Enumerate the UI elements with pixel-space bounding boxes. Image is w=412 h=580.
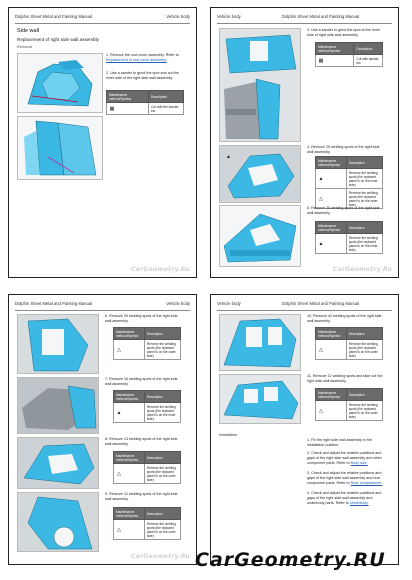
figure-full-side-wall (219, 374, 301, 424)
manual-page-2 (210, 7, 399, 278)
step-1 (106, 53, 184, 63)
svg-text:▲: ▲ (226, 154, 231, 160)
figure-side-sill (219, 205, 301, 267)
weld-outer-icon: △ (117, 346, 121, 353)
step-9-text: 9. Remove 12 welding spots of the right side wall assembly. (105, 492, 178, 501)
install-step-3 (307, 471, 385, 486)
header-title: Dolphin Sheet Metal and Painting Manual (15, 14, 93, 19)
figure-door-opening (17, 314, 99, 374)
watermark: CarGeometry.Ru (130, 266, 190, 273)
figure-rear-quarter (17, 437, 99, 489)
header-title: Dolphin Sheet Metal and Painting Manual (282, 301, 360, 306)
step-2-text: 2. Use a sander to grind the spot and cut the inner side of the right side wall assembly. (106, 71, 179, 80)
step-2 (106, 71, 184, 81)
symbol-legend-mid (315, 156, 383, 209)
manual-page-1 (8, 7, 197, 278)
header-section: Vehicle body (166, 301, 190, 306)
page-header (15, 300, 190, 311)
weld-outer-icon: △ (319, 346, 323, 353)
install-step-2-text: 2. Check and adjust the relative positions and gaps of the right side wall assembly and other component parts. Refer to (307, 451, 382, 465)
step-8-text: 8. Remove 13 welding spots of the right side wall assembly. (105, 437, 178, 446)
legend-header-desc: Description (346, 222, 382, 234)
symbol-legend-2 (315, 388, 383, 421)
figure-interior-floor (17, 377, 99, 434)
legend-desc: Remove the welding spots (the replaced panel is on the outer side) (346, 340, 382, 360)
symbol-legend-2 (113, 390, 181, 423)
step-11-text: 11. Remove 12 welding spots and take out the right side wall assembly. (307, 374, 383, 383)
link-rear-compartment[interactable]: Rear compartment. (350, 481, 383, 485)
install-step-1-text: 1. Fix the right side wall assembly in the installation position. (307, 438, 373, 447)
weld-outer-icon: △ (117, 470, 121, 477)
header-section: Vehicle body (166, 14, 190, 19)
step-3-text: 3. Use a sander to grind the spot at the inner side of right side wall assembly. (307, 28, 380, 37)
symbol-legend-4 (113, 507, 181, 540)
step-5 (307, 206, 385, 216)
legend-header-desc: Description (144, 391, 180, 403)
header-section: Vehicle body (217, 301, 241, 306)
step-4-text: 4. Remove 20 welding spots of the right side wall assembly. (307, 145, 380, 154)
symbol-legend-1 (113, 327, 181, 360)
legend-header-desc: Description (144, 508, 180, 520)
step-10-text: 10. Remove 42 welding spots of the right side wall assembly. (307, 314, 382, 323)
watermark: CarGeometry.Ru (332, 266, 392, 273)
step-7 (105, 377, 183, 387)
weld-inner-icon: ▲ (116, 409, 122, 416)
brand-logo: CarGeometry.RU (195, 549, 386, 571)
legend-header-method: Maintenance method/Symbol (316, 157, 347, 169)
figure-side-frame (219, 314, 301, 371)
removal-label: Removal (17, 45, 32, 49)
legend-header-method: Maintenance method/Symbol (114, 508, 145, 520)
weld-inner-icon: ▲ (318, 175, 324, 182)
legend-desc: Remove the welding spots (the replaced panel is on the outer side) (144, 340, 180, 360)
figure-wheel-arch (17, 492, 99, 552)
legend-header-method: Maintenance method/Symbol (316, 222, 347, 234)
legend-header-desc: Description (148, 91, 183, 103)
section-heading: Side wall (17, 28, 40, 34)
step-8 (105, 437, 183, 447)
symbol-legend-top (315, 42, 383, 67)
install-step-4 (307, 491, 385, 506)
manual-page-4 (210, 294, 399, 565)
legend-header-method: Maintenance method/Symbol (316, 328, 347, 340)
figure-side-pillar (17, 116, 103, 180)
symbol-legend-bottom (315, 221, 383, 254)
legend-header-method: Maintenance method/Symbol (316, 43, 354, 55)
step-6 (105, 314, 183, 324)
step-7-text: 7. Remove 16 welding spots of the right side wall assembly. (105, 377, 178, 386)
symbol-legend-3 (113, 451, 181, 484)
cut-symbol-icon: ▦ (318, 57, 324, 64)
manual-page-3 (8, 294, 197, 565)
legend-header-method: Maintenance method/Symbol (316, 389, 347, 401)
legend-desc: Cut with the sander, etc. (148, 103, 183, 115)
installation-label: Installation (219, 433, 238, 437)
legend-desc: Remove the welding spots (the replaced panel is on the outer side) (346, 401, 382, 421)
legend-header-desc: Description (144, 328, 180, 340)
legend-header-method: Maintenance method/Symbol (107, 91, 149, 103)
legend-header-desc: Description (346, 328, 382, 340)
step-10 (307, 314, 385, 324)
legend-desc: Remove the welding spots (the replaced panel is on the inner side) (346, 169, 382, 189)
step-1-text: 1. Remove the roof cover assembly. Refer to (106, 53, 179, 57)
legend-desc: Remove the welding spots (the replaced panel is on the outer side) (144, 464, 180, 484)
symbol-legend (106, 90, 184, 115)
link-underbody[interactable]: Underbody. (349, 501, 369, 505)
legend-header-desc: Description (354, 43, 383, 55)
legend-header-method: Maintenance method/Symbol (114, 452, 145, 464)
header-title: Dolphin Sheet Metal and Painting Manual (282, 14, 360, 19)
step-5-text: 5. Remove 30 welding spots of the right side wall assembly. (307, 206, 380, 215)
install-step-3-text: 3. Check and adjust the relative positions and gaps of the right side wall assembly and rear component parts. Refer to (307, 471, 382, 485)
legend-header-method: Maintenance method/Symbol (114, 328, 145, 340)
install-step-4-text: 4. Check and adjust the relative positions and gaps of the right side wall assembly and underbody parts. Refer to (307, 491, 382, 505)
legend-header-desc: Description (144, 452, 180, 464)
legend-desc: Remove the welding spots (the replaced panel is on the outer side) (346, 189, 382, 209)
legend-header-desc: Description (346, 157, 382, 169)
step-3 (307, 28, 385, 38)
step-11 (307, 374, 385, 384)
page-header (217, 13, 392, 24)
header-section: Vehicle body (217, 14, 241, 19)
page-header (217, 300, 392, 311)
weld-outer-icon: △ (117, 526, 121, 533)
weld-inner-icon: ▲ (318, 240, 324, 247)
install-step-2 (307, 451, 385, 466)
procedure-title: Replacement of right side wall assembly (17, 37, 99, 42)
legend-header-desc: Description (346, 389, 382, 401)
figure-body-inner (219, 28, 301, 142)
watermark: CarGeometry.Ru (130, 553, 190, 560)
link-roof-cover[interactable]: Replacement of roof cover assembly. (106, 58, 167, 62)
step-6-text: 6. Remove 25 welding spots of the right side wall assembly. (105, 314, 178, 323)
step-4 (307, 145, 385, 155)
legend-desc: Remove the welding spots (the replaced panel is on the inner side) (346, 234, 382, 254)
legend-desc: Remove the welding spots (the replaced panel is on the inner side) (144, 403, 180, 423)
weld-outer-icon: △ (319, 407, 323, 414)
link-body-size[interactable]: Body size. (350, 461, 368, 465)
header-title: Dolphin Sheet Metal and Painting Manual (15, 301, 93, 306)
figure-roof-cover (17, 53, 103, 113)
page-header (15, 13, 190, 24)
cut-symbol-icon: ▦ (109, 105, 115, 112)
legend-desc: Cut with sander, etc. (354, 55, 383, 67)
figure-rear-panel (219, 145, 301, 203)
legend-desc: Remove the welding spots (the replaced panel is on the outer side) (144, 520, 180, 540)
step-9 (105, 492, 183, 502)
legend-header-method: Maintenance method/Symbol (114, 391, 145, 403)
symbol-legend-1 (315, 327, 383, 360)
install-step-1 (307, 438, 385, 448)
weld-outer-icon: △ (319, 195, 323, 202)
